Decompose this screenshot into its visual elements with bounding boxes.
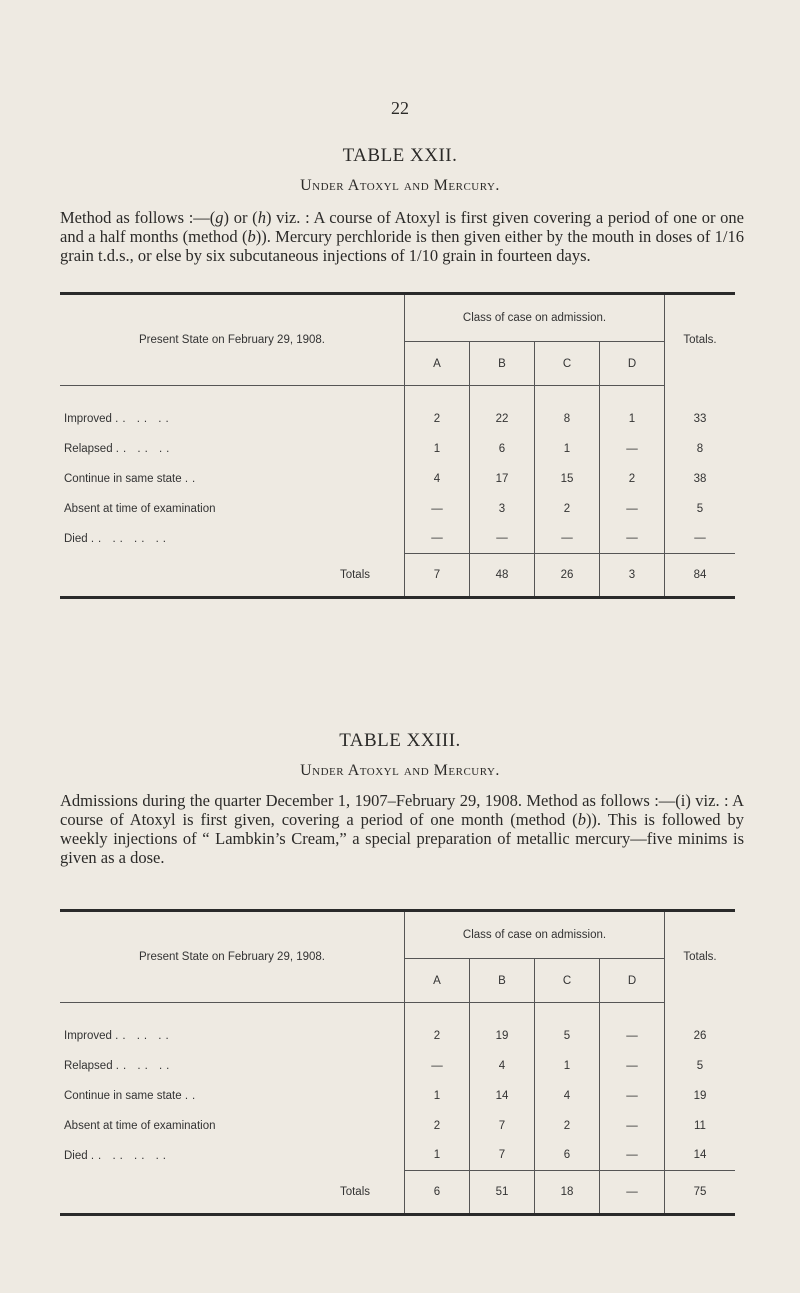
header-totals: Totals. (665, 911, 736, 1003)
table-22 (60, 292, 735, 599)
table-row: Died .. .. .. .. — — — — — (60, 524, 735, 554)
table-row: Absent at time of examination 2 7 2 — 11 (60, 1111, 735, 1141)
header-totals: Totals. (665, 294, 736, 386)
row-label: Died (64, 532, 88, 545)
table-23-title: TABLE XXIII. (339, 730, 461, 751)
row-label: Improved (64, 1029, 112, 1042)
row-label: Relapsed (64, 1059, 113, 1072)
table-row: Absent at time of examination — 3 2 — 5 (60, 494, 735, 524)
table-22-title: TABLE XXII. (342, 145, 458, 166)
header-col-b: B (470, 959, 535, 1003)
row-label: Continue in same state (64, 1089, 182, 1102)
row-label: Died (64, 1149, 88, 1162)
header-col-b: B (470, 342, 535, 386)
table-23 (60, 909, 735, 1216)
header-col-d: D (600, 959, 665, 1003)
table-row: Continue in same state .. 4 17 15 2 38 (60, 464, 735, 494)
row-label: Absent at time of examination (64, 1119, 216, 1132)
page-number: 22 (391, 98, 409, 118)
table-row: Improved .. .. .. 2 19 5 — 26 (60, 1021, 735, 1051)
header-present-state: Present State on February 29, 1908. (60, 294, 405, 386)
header-col-a: A (405, 959, 470, 1003)
table-row: Relapsed .. .. .. — 4 1 — 5 (60, 1051, 735, 1081)
totals-row: Totals 7 48 26 3 84 (60, 554, 735, 598)
table-22-method-text: Method as follows :—(g) or (h) viz. : A course of Atoxyl is first given covering a period of one or one and a half months (method (b)). Mercury perchloride is then given either by the mouth in doses of 1/16 grain t.d.s., or else by six subcutaneous injections of 1/10 grain in fourteen days. (60, 208, 745, 265)
header-col-c: C (535, 959, 600, 1003)
header-col-a: A (405, 342, 470, 386)
totals-row: Totals 6 51 18 — 75 (60, 1171, 735, 1215)
header-present-state: Present State on February 29, 1908. (60, 911, 405, 1003)
row-label: Continue in same state (64, 472, 182, 485)
header-col-c: C (535, 342, 600, 386)
header-col-d: D (600, 342, 665, 386)
header-class-of-case: Class of case on admission. (405, 911, 665, 959)
table-row: Continue in same state .. 1 14 4 — 19 (60, 1081, 735, 1111)
row-label: Absent at time of examination (64, 502, 216, 515)
row-label: Relapsed (64, 442, 113, 455)
table-row: Died .. .. .. .. 1 7 6 — 14 (60, 1141, 735, 1171)
table-row: Improved .. .. .. 2 22 8 1 33 (60, 404, 735, 434)
table-row: Relapsed .. .. .. 1 6 1 — 8 (60, 434, 735, 464)
row-label: Improved (64, 412, 112, 425)
table-22-subtitle: Under Atoxyl and Mercury. (300, 177, 500, 194)
table-23-subtitle: Under Atoxyl and Mercury. (300, 762, 500, 779)
header-class-of-case: Class of case on admission. (405, 294, 665, 342)
table-23-method-text: Admissions during the quarter December 1, 1907–February 29, 1908. Method as follows :—(i) viz. : A course of Atoxyl is first given, covering a period of one month (method (b)). This is followed by weekly injections of “ Lambkin’s Cream,” a special preparation of metallic mercury—five minims is given as a dose. (60, 791, 744, 867)
